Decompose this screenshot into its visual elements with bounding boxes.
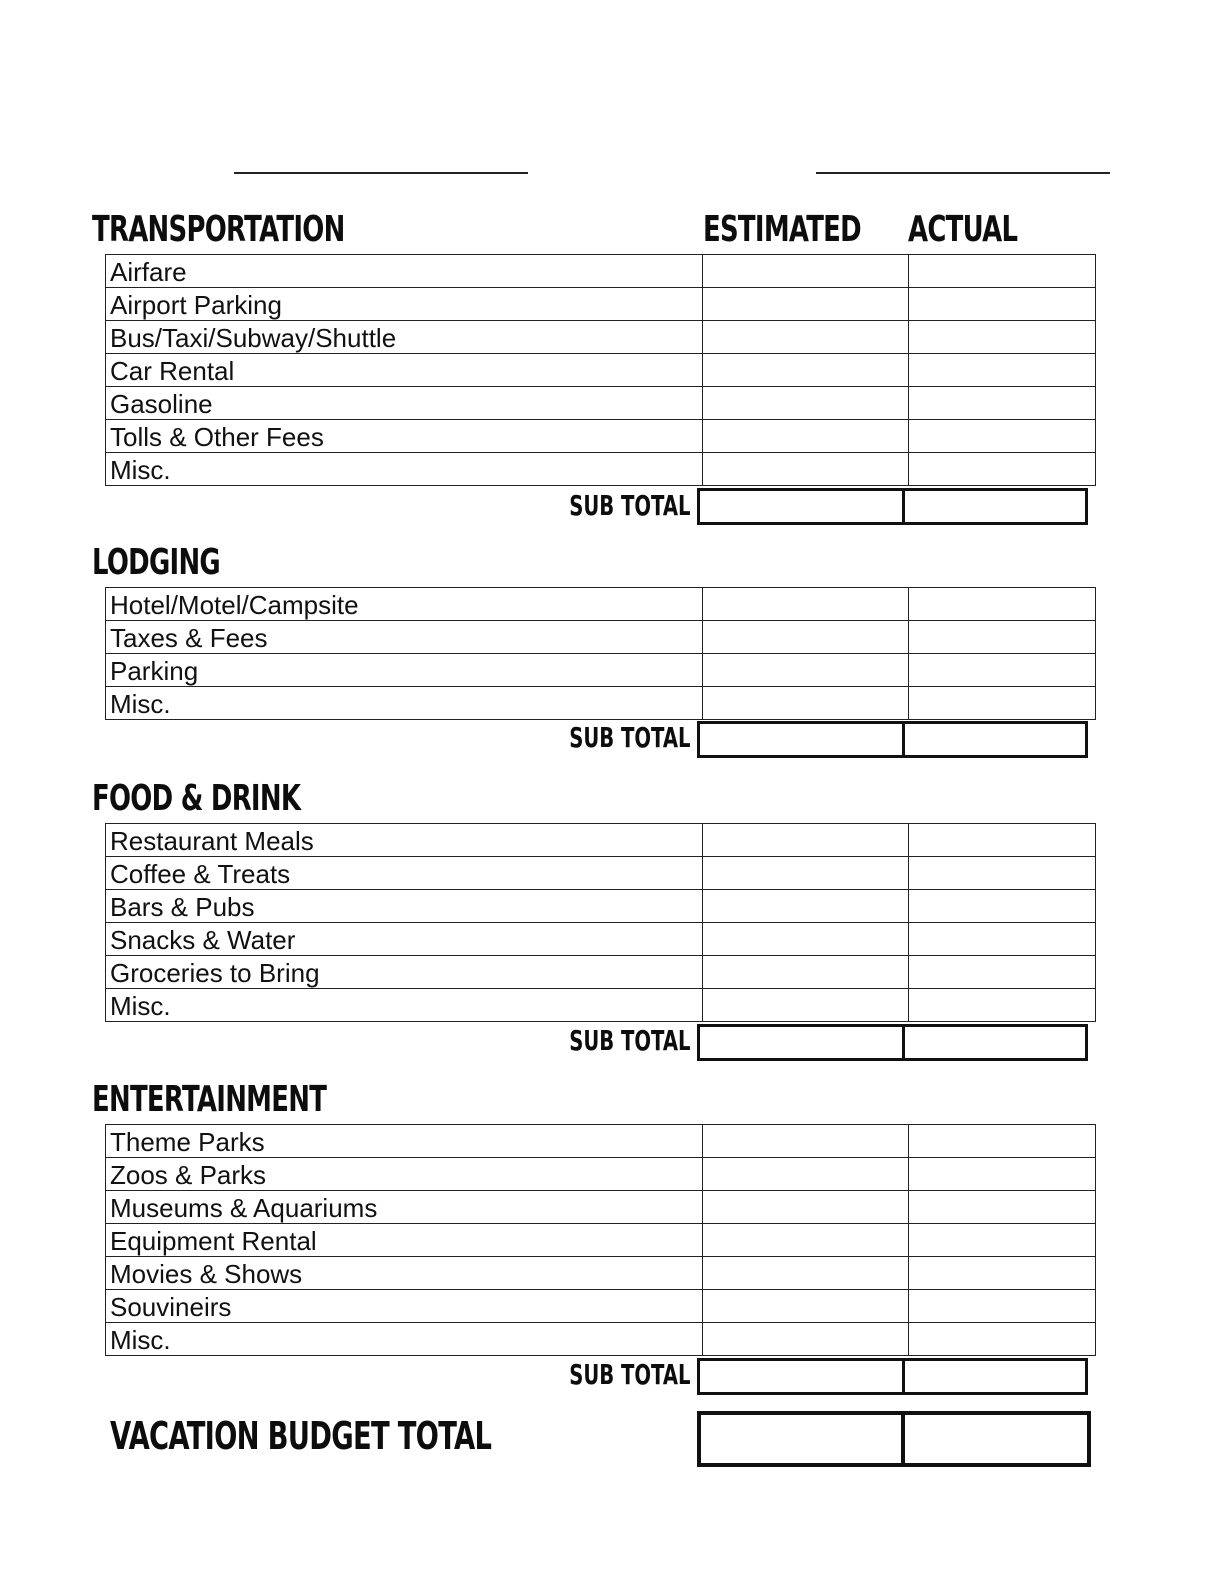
estimated-cell[interactable] bbox=[703, 1323, 909, 1356]
table-row bbox=[106, 1125, 1096, 1158]
subtotal-actual-cell[interactable] bbox=[905, 1027, 1085, 1058]
transportation-table bbox=[105, 254, 1096, 486]
item-label: Misc. bbox=[106, 989, 703, 1022]
actual-cell[interactable] bbox=[909, 1224, 1096, 1257]
table-row bbox=[106, 354, 1096, 387]
item-label: Movies & Shows bbox=[106, 1257, 703, 1290]
actual-cell[interactable] bbox=[909, 687, 1096, 720]
table-row bbox=[106, 654, 1096, 687]
estimated-cell[interactable] bbox=[703, 354, 909, 387]
actual-cell[interactable] bbox=[909, 956, 1096, 989]
subtotal-box-lodging bbox=[697, 721, 1088, 758]
estimated-cell[interactable] bbox=[703, 420, 909, 453]
estimated-cell[interactable] bbox=[703, 288, 909, 321]
food-drink-table bbox=[105, 823, 1096, 1022]
table-row bbox=[106, 824, 1096, 857]
table-row bbox=[106, 387, 1096, 420]
subtotal-label-lodging: SUB TOTAL bbox=[569, 721, 691, 754]
item-label: Taxes & Fees bbox=[106, 621, 703, 654]
item-label: Coffee & Treats bbox=[106, 857, 703, 890]
subtotal-estimated-cell[interactable] bbox=[700, 1361, 905, 1392]
subtotal-label-food-drink: SUB TOTAL bbox=[569, 1024, 691, 1057]
item-label: Airfare bbox=[106, 255, 703, 288]
table-row bbox=[106, 1290, 1096, 1323]
table-row bbox=[106, 453, 1096, 486]
table-row bbox=[106, 588, 1096, 621]
actual-cell[interactable] bbox=[909, 588, 1096, 621]
actual-cell[interactable] bbox=[909, 453, 1096, 486]
estimated-cell[interactable] bbox=[703, 890, 909, 923]
subtotal-actual-cell[interactable] bbox=[905, 491, 1085, 522]
estimated-cell[interactable] bbox=[703, 923, 909, 956]
subtotal-label-entertainment: SUB TOTAL bbox=[569, 1358, 691, 1391]
blank-line-right[interactable] bbox=[816, 172, 1110, 174]
actual-cell[interactable] bbox=[909, 321, 1096, 354]
table-row bbox=[106, 1323, 1096, 1356]
actual-cell[interactable] bbox=[909, 824, 1096, 857]
table-row bbox=[106, 1224, 1096, 1257]
item-label: Groceries to Bring bbox=[106, 956, 703, 989]
item-label: Zoos & Parks bbox=[106, 1158, 703, 1191]
estimated-cell[interactable] bbox=[703, 255, 909, 288]
item-label: Equipment Rental bbox=[106, 1224, 703, 1257]
actual-cell[interactable] bbox=[909, 288, 1096, 321]
table-row bbox=[106, 1257, 1096, 1290]
section-title-transportation: TRANSPORTATION bbox=[92, 209, 345, 250]
item-label: Snacks & Water bbox=[106, 923, 703, 956]
item-label: Souvineirs bbox=[106, 1290, 703, 1323]
item-label: Hotel/Motel/Campsite bbox=[106, 588, 703, 621]
actual-cell[interactable] bbox=[909, 1257, 1096, 1290]
item-label: Museums & Aquariums bbox=[106, 1191, 703, 1224]
estimated-cell[interactable] bbox=[703, 1125, 909, 1158]
item-label: Bus/Taxi/Subway/Shuttle bbox=[106, 321, 703, 354]
item-label: Gasoline bbox=[106, 387, 703, 420]
estimated-cell[interactable] bbox=[703, 989, 909, 1022]
actual-cell[interactable] bbox=[909, 857, 1096, 890]
estimated-cell[interactable] bbox=[703, 453, 909, 486]
actual-cell[interactable] bbox=[909, 989, 1096, 1022]
item-label: Airport Parking bbox=[106, 288, 703, 321]
actual-cell[interactable] bbox=[909, 1125, 1096, 1158]
item-label: Misc. bbox=[106, 687, 703, 720]
actual-cell[interactable] bbox=[909, 890, 1096, 923]
item-label: Misc. bbox=[106, 1323, 703, 1356]
estimated-cell[interactable] bbox=[703, 857, 909, 890]
estimated-cell[interactable] bbox=[703, 1158, 909, 1191]
item-label: Tolls & Other Fees bbox=[106, 420, 703, 453]
estimated-cell[interactable] bbox=[703, 588, 909, 621]
grand-total-actual-cell[interactable] bbox=[905, 1415, 1087, 1463]
actual-cell[interactable] bbox=[909, 1158, 1096, 1191]
item-label: Theme Parks bbox=[106, 1125, 703, 1158]
estimated-cell[interactable] bbox=[703, 321, 909, 354]
table-row bbox=[106, 1191, 1096, 1224]
section-title-lodging: LODGING bbox=[92, 542, 220, 583]
subtotal-estimated-cell[interactable] bbox=[700, 1027, 905, 1058]
entertainment-table bbox=[105, 1124, 1096, 1356]
estimated-cell[interactable] bbox=[703, 687, 909, 720]
item-label: Parking bbox=[106, 654, 703, 687]
grand-total-estimated-cell[interactable] bbox=[701, 1415, 905, 1463]
actual-cell[interactable] bbox=[909, 1323, 1096, 1356]
table-row bbox=[106, 321, 1096, 354]
column-header-estimated: ESTIMATED bbox=[703, 209, 861, 250]
actual-cell[interactable] bbox=[909, 654, 1096, 687]
table-row bbox=[106, 621, 1096, 654]
estimated-cell[interactable] bbox=[703, 824, 909, 857]
table-row bbox=[106, 956, 1096, 989]
subtotal-label-transportation: SUB TOTAL bbox=[569, 489, 691, 522]
subtotal-box-entertainment bbox=[697, 1358, 1088, 1395]
estimated-cell[interactable] bbox=[703, 1290, 909, 1323]
blank-line-left[interactable] bbox=[234, 172, 528, 174]
actual-cell[interactable] bbox=[909, 354, 1096, 387]
actual-cell[interactable] bbox=[909, 923, 1096, 956]
estimated-cell[interactable] bbox=[703, 1224, 909, 1257]
item-label: Car Rental bbox=[106, 354, 703, 387]
subtotal-box-food-drink bbox=[697, 1024, 1088, 1061]
section-title-food-drink: FOOD & DRINK bbox=[92, 778, 301, 819]
actual-cell[interactable] bbox=[909, 621, 1096, 654]
subtotal-estimated-cell[interactable] bbox=[700, 724, 905, 755]
actual-cell[interactable] bbox=[909, 255, 1096, 288]
actual-cell[interactable] bbox=[909, 387, 1096, 420]
grand-total-box bbox=[697, 1411, 1091, 1467]
table-row bbox=[106, 890, 1096, 923]
table-row bbox=[106, 923, 1096, 956]
actual-cell[interactable] bbox=[909, 420, 1096, 453]
subtotal-estimated-cell[interactable] bbox=[700, 491, 905, 522]
subtotal-actual-cell[interactable] bbox=[905, 724, 1085, 755]
estimated-cell[interactable] bbox=[703, 956, 909, 989]
estimated-cell[interactable] bbox=[703, 1257, 909, 1290]
table-row bbox=[106, 255, 1096, 288]
estimated-cell[interactable] bbox=[703, 387, 909, 420]
item-label: Bars & Pubs bbox=[106, 890, 703, 923]
estimated-cell[interactable] bbox=[703, 654, 909, 687]
column-header-actual: ACTUAL bbox=[908, 209, 1018, 250]
grand-total-label: VACATION BUDGET TOTAL bbox=[110, 1414, 492, 1458]
estimated-cell[interactable] bbox=[703, 621, 909, 654]
estimated-cell[interactable] bbox=[703, 1191, 909, 1224]
table-row bbox=[106, 989, 1096, 1022]
table-row bbox=[106, 857, 1096, 890]
table-row bbox=[106, 420, 1096, 453]
table-row bbox=[106, 1158, 1096, 1191]
item-label: Restaurant Meals bbox=[106, 824, 703, 857]
item-label: Misc. bbox=[106, 453, 703, 486]
table-row bbox=[106, 687, 1096, 720]
subtotal-box-transportation bbox=[697, 488, 1088, 525]
table-row bbox=[106, 288, 1096, 321]
actual-cell[interactable] bbox=[909, 1290, 1096, 1323]
lodging-table bbox=[105, 587, 1096, 720]
subtotal-actual-cell[interactable] bbox=[905, 1361, 1085, 1392]
actual-cell[interactable] bbox=[909, 1191, 1096, 1224]
section-title-entertainment: ENTERTAINMENT bbox=[92, 1079, 327, 1120]
